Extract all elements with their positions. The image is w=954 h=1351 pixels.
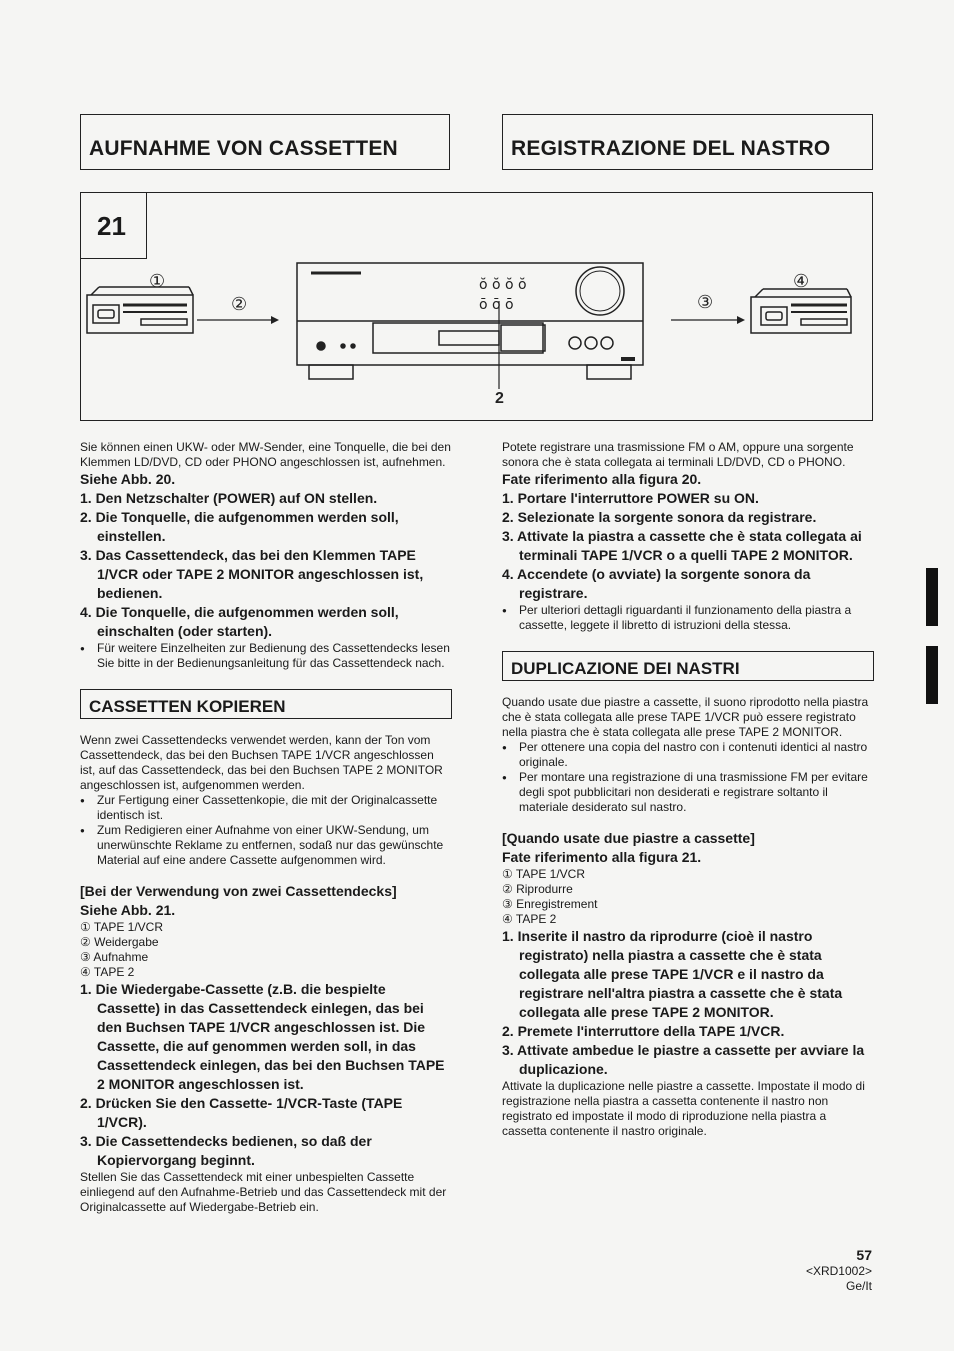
header-box-de bbox=[80, 114, 450, 170]
intro-it: Potete registrare una trasmissione FM o AM, oppure una sorgente sonora che è stata collegata ai terminali LD/DVD, CD o PHONO. bbox=[502, 440, 854, 469]
page-title-de: AUFNAHME VON CASSETTEN bbox=[89, 137, 398, 160]
copy-bullet-it-1: ● Per ottenere una copia del nastro con i contenuti identici al nastro originale. bbox=[502, 740, 874, 770]
callout-3: ③ bbox=[697, 292, 714, 313]
copy-step-de-1: 1. Die Wiedergabe-Cassette (z.B. die bespielte Cassette) in das Cassettendeck einlegen, das bei den Buchsen TAPE 1/VCR angeschlossen ist. Die Cassette, die auf genommen werden soll, in das Cassettendeck einlegen, das bei den Buchsen TAPE 2 MONITOR angeschlossen ist. bbox=[80, 981, 445, 1092]
legend-it-2: ② Riprodurre bbox=[502, 882, 573, 896]
side-tab-bar-2 bbox=[926, 646, 938, 704]
step-de-2: 2. Die Tonquelle, die aufgenommen werden soll, einstellen. bbox=[80, 509, 399, 544]
figure-number: 21 bbox=[81, 193, 147, 259]
copy-bullet-it-2: ● Per montare una registrazione di una trasmissione FM per evitare degli spot pubblicitari non desiderati e registrare soltanto il materiale desiderato sul nastro. bbox=[502, 770, 874, 815]
step-it-1: 1. Portare l'interruttore POWER su ON. bbox=[502, 490, 759, 506]
language-code: Ge/It bbox=[845, 1279, 872, 1293]
copy-bullet-de-2: ● Zum Redigieren einer Aufnahme von einer UKW-Sendung, um unerwünschte Reklame zu entfernen, sodaß nur das gewünschte Material auf eine andere Cassette aufgenommen wird. bbox=[80, 823, 452, 868]
step-de-4: 4. Die Tonquelle, die aufgenommen werden soll, einschalten (oder starten). bbox=[80, 604, 399, 639]
copy-step-it-2: 2. Premete l'interruttore della TAPE 1/VCR. bbox=[502, 1023, 785, 1039]
callout-1: ① bbox=[149, 271, 166, 292]
copy-intro-it: Quando usate due piastre a cassette, il suono riprodotto nella piastra che è stata collegata alle prese TAPE 1/VCR può essere registrato nella piastra che è stata collegata alle prese TAPE 2 MONITOR. bbox=[502, 695, 869, 739]
copy-intro-de: Wenn zwei Cassettendecks verwendet werden, kann der Ton vom Cassettendeck, das bei den Buchsen TAPE 1/VCR angeschlossen ist, auf das Cassettendeck, das bei den Buchsen TAPE 2 MONITOR angeschlossen ist, aufgenommen werden. bbox=[80, 733, 443, 792]
legend-de-3: ③ Aufnahme bbox=[80, 950, 149, 964]
step-it-4: 4. Accendete (o avviate) la sorgente sonora da registrare. bbox=[502, 566, 811, 601]
intro-de: Sie können einen UKW- oder MW-Sender, eine Tonquelle, die bei den Klemmen LD/DVD, CD oder PHONO angeschlossen ist, aufnehmen. bbox=[80, 440, 451, 469]
section-box-it bbox=[502, 651, 874, 681]
legend-de-4: ④ TAPE 2 bbox=[80, 965, 135, 979]
sub-ref-it: Fate riferimento alla figura 21. bbox=[502, 849, 702, 865]
note-de: ● Für weitere Einzelheiten zur Bedienung des Cassettendecks lesen Sie bitte in der Bedienungsanleitung für das Cassettendeck nach. bbox=[80, 641, 452, 671]
section-box-de bbox=[80, 689, 452, 719]
cassette-deck-left bbox=[87, 287, 193, 333]
column-it bbox=[502, 440, 874, 1139]
legend-it-3: ③ Enregistrement bbox=[502, 897, 598, 911]
ref-de: Siehe Abb. 20. bbox=[80, 471, 176, 487]
step-de-1: 1. Den Netzschalter (POWER) auf ON stellen. bbox=[80, 490, 378, 506]
column-de bbox=[80, 440, 452, 1215]
copy-step-it-1: 1. Inserite il nastro da riprodurre (cioè il nastro registrato) nella piastra a cassette che è stata collegata alle prese TAPE 1/VCR e il nastro da registrare nell'altra piastra a cassette che è stata collegata alle prese TAPE 2 MONITOR. bbox=[502, 928, 843, 1020]
copy-step-de-2: 2. Drücken Sie den Cassette- 1/VCR-Taste (TAPE 1/VCR). bbox=[80, 1095, 403, 1130]
legend-it-4: ④ TAPE 2 bbox=[502, 912, 557, 926]
sub-ref-de: Siehe Abb. 21. bbox=[80, 902, 176, 918]
copy-step-it-3: 3. Attivate ambedue le piastre a cassette per avviare la duplicazione. bbox=[502, 1042, 865, 1077]
step-it-2: 2. Selezionate la sorgente sonora da registrare. bbox=[502, 509, 817, 525]
page-title-it: REGISTRAZIONE DEL NASTRO bbox=[511, 137, 831, 160]
header-box-it bbox=[502, 114, 873, 170]
doc-code: <XRD1002> bbox=[805, 1264, 872, 1278]
receiver-unit bbox=[297, 263, 643, 379]
copy-step-de-3: 3. Die Cassettendecks bedienen, so daß der Kopiervorgang beginnt. bbox=[80, 1133, 372, 1168]
cassette-deck-right bbox=[751, 289, 851, 333]
outro-de: Stellen Sie das Cassettendeck mit einer unbespielten Cassette einliegend auf den Aufnahme-Betrieb und das Cassettendeck mit der Originalcassette auf Wiedergabe-Betrieb ein. bbox=[80, 1170, 447, 1214]
page-number: 57 bbox=[856, 1247, 872, 1263]
sub-head-de: [Bei der Verwendung von zwei Cassettendecks] bbox=[80, 883, 397, 899]
note-it: ● Per ulteriori dettagli riguardanti il funzionamento della piastra a cassette, leggete il libretto di istruzioni della stessa. bbox=[502, 603, 874, 633]
callout-2: ② bbox=[231, 294, 248, 315]
figure-illustration bbox=[81, 193, 872, 420]
sub-head-it: [Quando usate due piastre a cassette] bbox=[502, 830, 755, 846]
side-tab-bar-1 bbox=[926, 568, 938, 626]
page-footer bbox=[806, 1247, 872, 1294]
outro-it: Attivate la duplicazione nelle piastre a cassette. Impostate il modo di registrazione nella piastra a cassetta contenente il nastro non registrato ed impostate il modo di riproduzione nella piastra a cassetta contenente il nastro originale. bbox=[502, 1079, 865, 1138]
legend-de-2: ② Weidergabe bbox=[80, 935, 159, 949]
svg-text:ō ō ō: ō ō ō bbox=[479, 297, 514, 313]
figure-21 bbox=[80, 192, 873, 421]
section-title-de: CASSETTEN KOPIEREN bbox=[89, 697, 286, 716]
ref-it: Fate riferimento alla figura 20. bbox=[502, 471, 702, 487]
step-it-3: 3. Attivate la piastra a cassette che è stata collegata ai terminali TAPE 1/VCR o a quelli TAPE 2 MONITOR. bbox=[502, 528, 862, 563]
section-title-it: DUPLICAZIONE DEI NASTRI bbox=[511, 659, 740, 678]
legend-de-1: ① TAPE 1/VCR bbox=[80, 920, 164, 934]
legend-it-1: ① TAPE 1/VCR bbox=[502, 867, 586, 881]
step-de-3: 3. Das Cassettendeck, das bei den Klemmen TAPE 1/VCR oder TAPE 2 MONITOR angeschlossen ist, bedienen. bbox=[80, 547, 424, 601]
label-2: 2 bbox=[495, 390, 504, 407]
callout-4: ④ bbox=[793, 271, 810, 292]
svg-text:ŏ ŏ ŏ ŏ: ŏ ŏ ŏ ŏ bbox=[479, 277, 527, 293]
copy-bullet-de-1: ● Zur Fertigung einer Cassettenkopie, die mit der Originalcassette identisch ist. bbox=[80, 793, 452, 823]
